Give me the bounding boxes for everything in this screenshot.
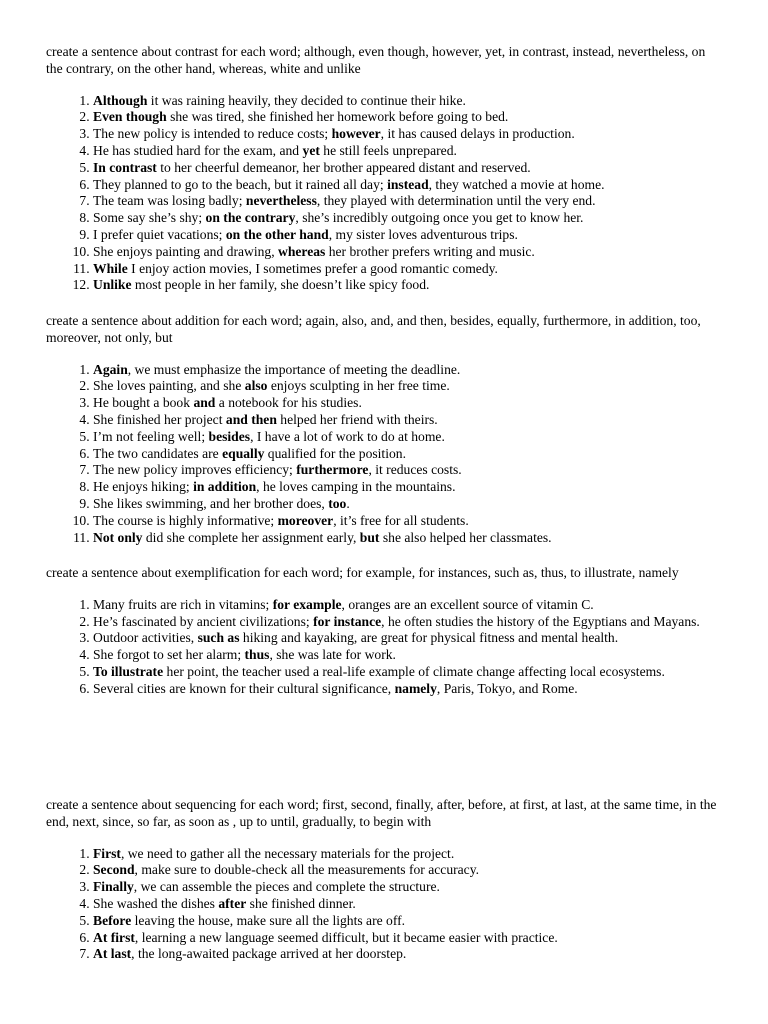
list-item: 2. Second, make sure to double-check all the measurements for accuracy.	[93, 862, 718, 879]
list-item: 2. He’s fascinated by ancient civilizations; for instance, he often studies the history of the Egyptians and Mayans.	[93, 614, 718, 631]
list-item: 8. Some say she’s shy; on the contrary, she’s incredibly outgoing once you get to know her.	[93, 210, 718, 227]
list-item: 4. He has studied hard for the exam, and yet he still feels unprepared.	[93, 143, 718, 160]
list-item: 2. She loves painting, and she also enjoys sculpting in her free time.	[93, 378, 718, 395]
list-item: 11. While I enjoy action movies, I sometimes prefer a good romantic comedy.	[93, 261, 718, 278]
sequencing-prompt: create a sentence about sequencing for each word; first, second, finally, after, before, at first, at last, at the same time, in the end, next, since, so far, as soon as , up to until, gradually, to begin with	[46, 797, 717, 829]
list-item: 11. Not only did she complete her assignment early, but she also helped her classmates.	[93, 530, 718, 547]
list-item: 2. Even though she was tired, she finished her homework before going to bed.	[93, 109, 718, 126]
list-item: 4. She forgot to set her alarm; thus, she was late for work.	[93, 647, 718, 664]
list-item: 8. He enjoys hiking; in addition, he loves camping in the mountains.	[93, 479, 718, 496]
exemplification-list	[46, 597, 718, 698]
list-item: 3. He bought a book and a notebook for his studies.	[93, 395, 718, 412]
list-item: 3. Outdoor activities, such as hiking and kayaking, are great for physical fitness and mental health.	[93, 630, 718, 647]
list-item: 5. To illustrate her point, the teacher used a real-life example of climate change affecting local ecosystems.	[93, 664, 718, 681]
list-item: 12. Unlike most people in her family, she doesn’t like spicy food.	[93, 277, 718, 294]
list-item: 9. I prefer quiet vacations; on the other hand, my sister loves adventurous trips.	[93, 227, 718, 244]
list-item: 6. At first, learning a new language seemed difficult, but it became easier with practice.	[93, 930, 718, 947]
list-item: 1. First, we need to gather all the necessary materials for the project.	[93, 846, 718, 863]
list-item: 6. The two candidates are equally qualified for the position.	[93, 446, 718, 463]
sequencing-section	[46, 797, 718, 963]
sequencing-list	[46, 846, 718, 964]
contrast-list	[46, 93, 718, 295]
list-item: 10. She enjoys painting and drawing, whereas her brother prefers writing and music.	[93, 244, 718, 261]
list-item: 6. They planned to go to the beach, but it rained all day; instead, they watched a movie at home.	[93, 177, 718, 194]
list-item: 1. Many fruits are rich in vitamins; for example, oranges are an excellent source of vitamin C.	[93, 597, 718, 614]
list-item: 6. Several cities are known for their cultural significance, namely, Paris, Tokyo, and Rome.	[93, 681, 718, 698]
list-item: 7. The team was losing badly; nevertheless, they played with determination until the very end.	[93, 193, 718, 210]
addition-list	[46, 362, 718, 547]
list-item: 1. Again, we must emphasize the importance of meeting the deadline.	[93, 362, 718, 379]
list-item: 5. I’m not feeling well; besides, I have a lot of work to do at home.	[93, 429, 718, 446]
list-item: 9. She likes swimming, and her brother does, too.	[93, 496, 718, 513]
list-item: 7. The new policy improves efficiency; furthermore, it reduces costs.	[93, 462, 718, 479]
list-item: 4. She washed the dishes after she finished dinner.	[93, 896, 718, 913]
list-item: 5. In contrast to her cheerful demeanor, her brother appeared distant and reserved.	[93, 160, 718, 177]
addition-section	[46, 313, 718, 546]
contrast-prompt: create a sentence about contrast for each word; although, even though, however, yet, in contrast, instead, nevertheless, on the contrary, on the other hand, whereas, white and unlike	[46, 44, 706, 76]
list-item: 3. Finally, we can assemble the pieces and complete the structure.	[93, 879, 718, 896]
addition-prompt: create a sentence about addition for each word; again, also, and, and then, besides, equally, furthermore, in addition, too, moreover, not only, but	[46, 313, 701, 345]
list-item: 7. At last, the long-awaited package arrived at her doorstep.	[93, 946, 718, 963]
list-item: 4. She finished her project and then helped her friend with theirs.	[93, 412, 718, 429]
list-item: 5. Before leaving the house, make sure all the lights are off.	[93, 913, 718, 930]
list-item: 10. The course is highly informative; moreover, it’s free for all students.	[93, 513, 718, 530]
exemplification-prompt: create a sentence about exemplification for each word; for example, for instances, such as, thus, to illustrate, namely	[46, 565, 679, 580]
exemplification-section	[46, 565, 718, 698]
list-item: 1. Although it was raining heavily, they decided to continue their hike.	[93, 93, 718, 110]
contrast-section	[46, 44, 718, 294]
list-item: 3. The new policy is intended to reduce costs; however, it has caused delays in production.	[93, 126, 718, 143]
